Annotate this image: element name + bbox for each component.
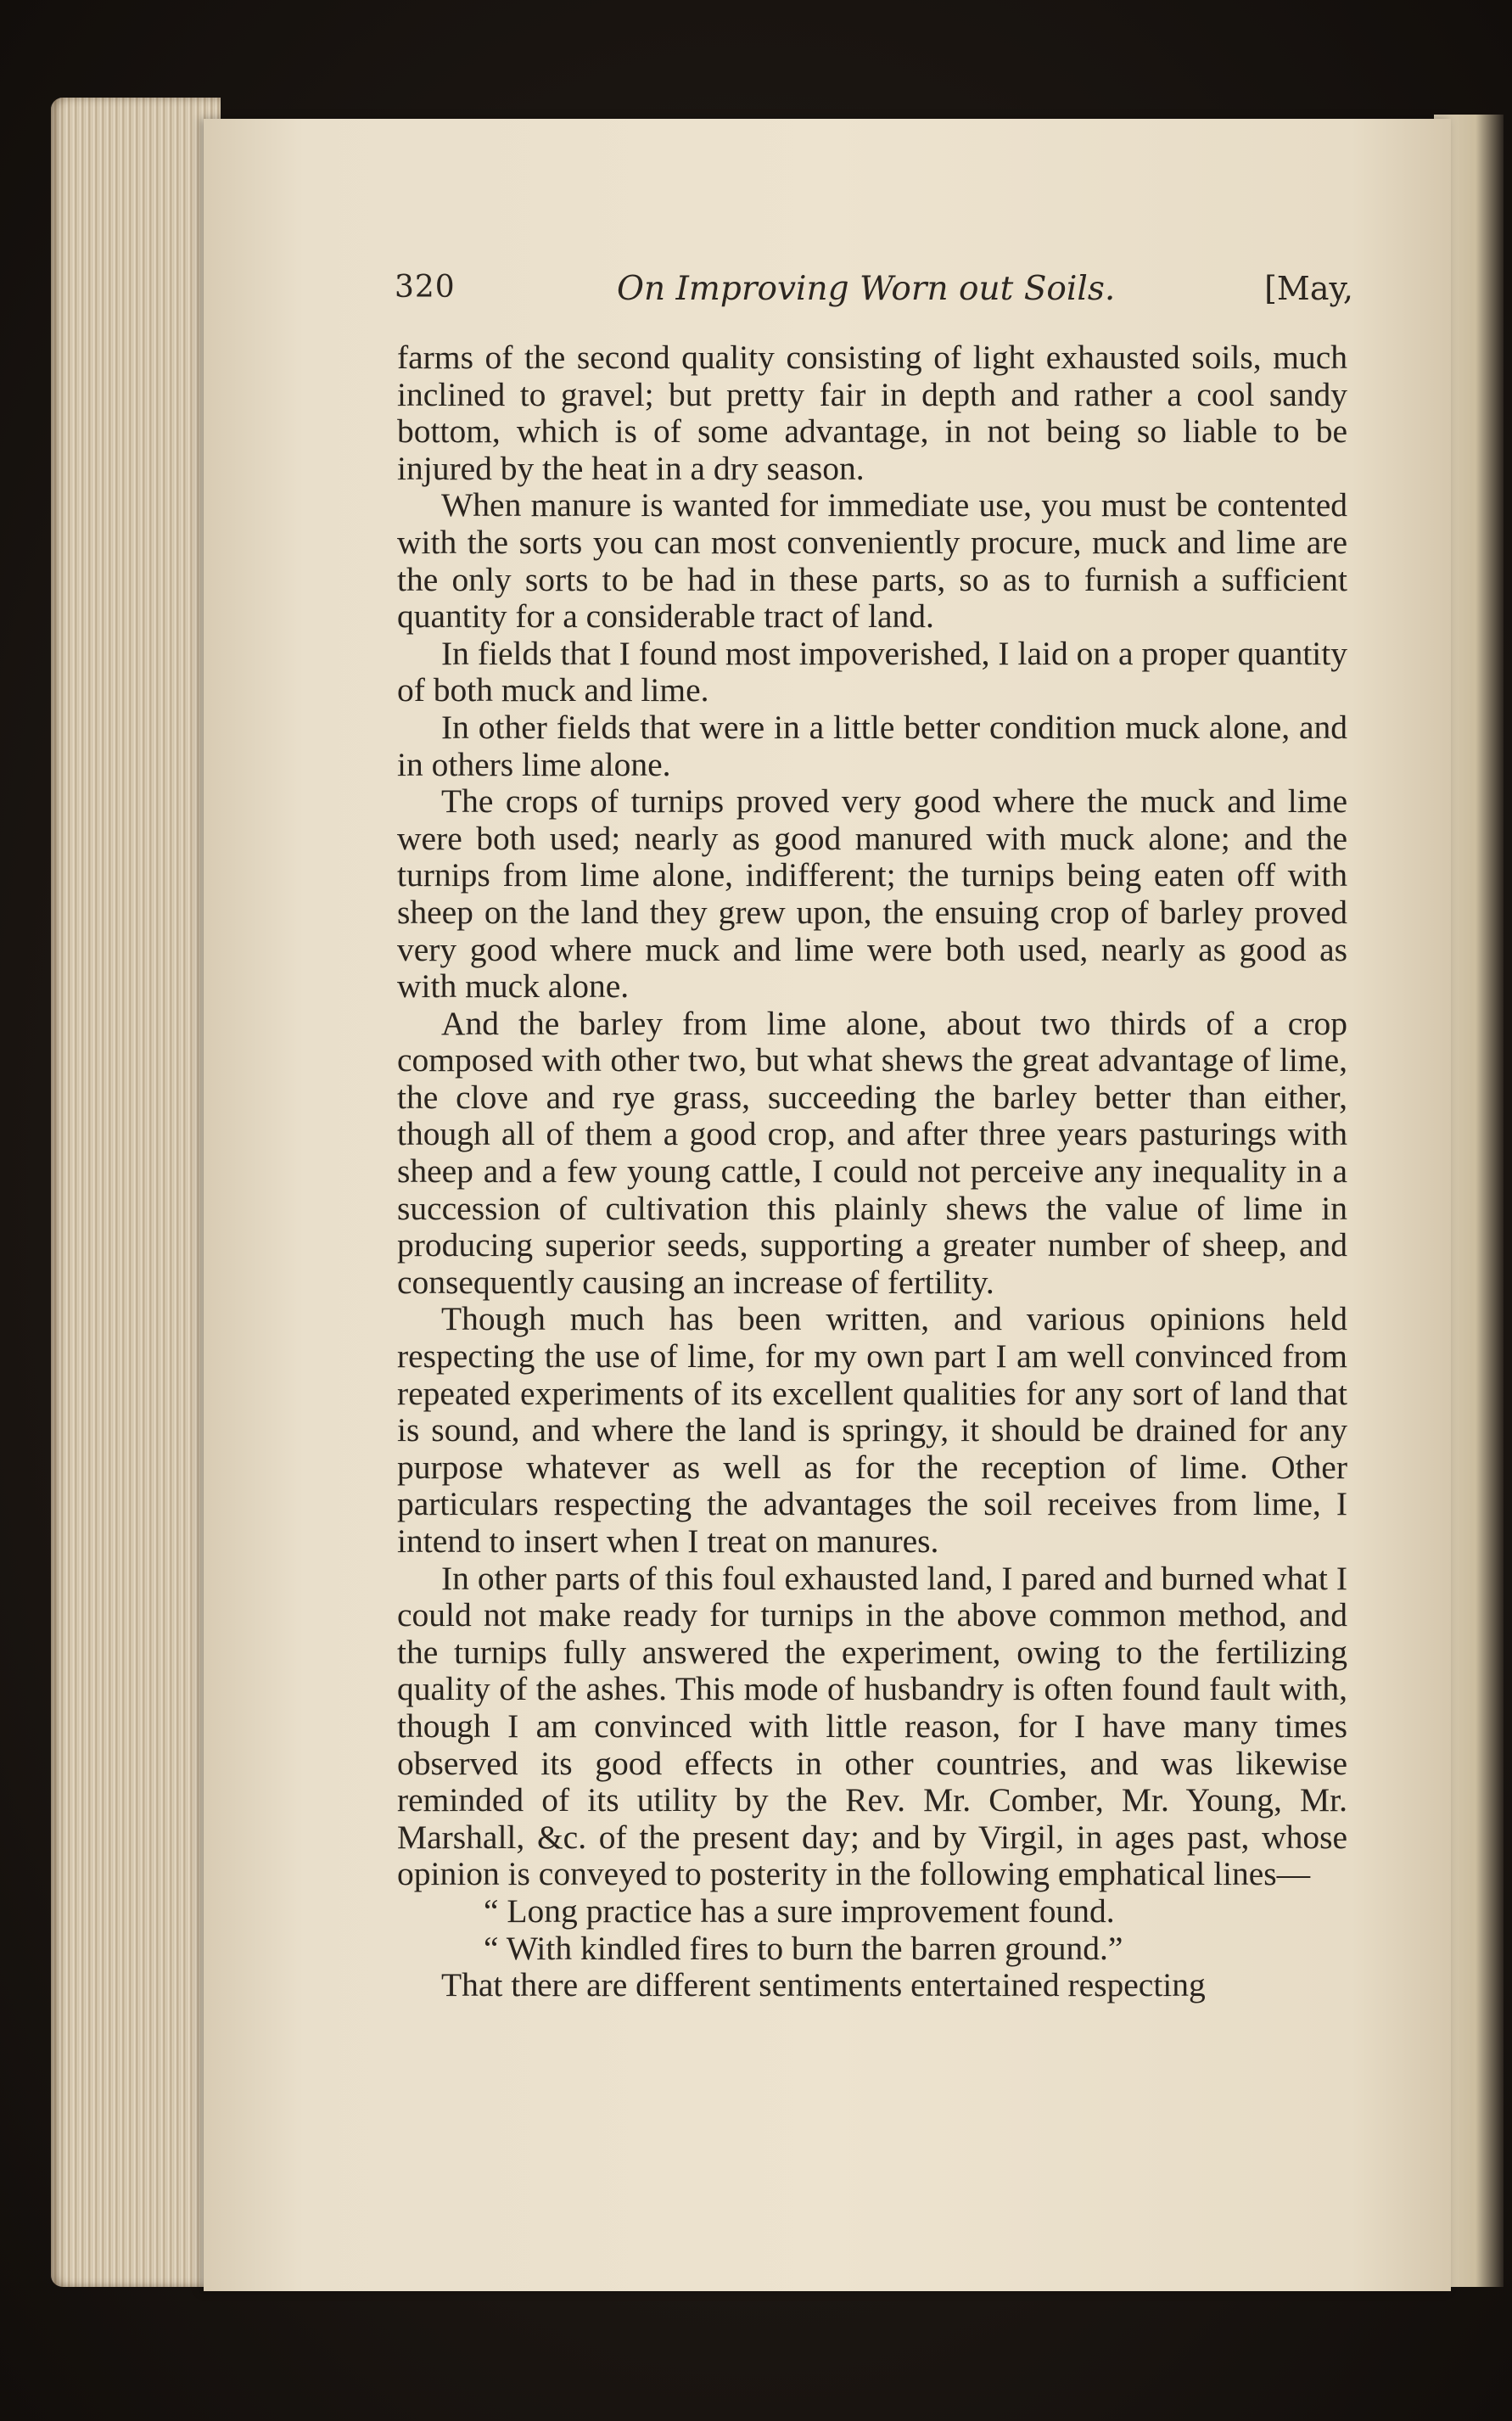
paragraph: And the barley from lime alone, about two thirds of a crop composed with other two, but what shews the great advantage of lime, the clove and rye grass, succeeding the barley better than either, though all of them a good crop, and after three years pasturings with sheep and a few young cattle, I could not perceive any inequality in a succession of cultivation this plainly shews the value of lime in producing superior seeds, supporting a greater number of sheep, and consequently causing an increase of fertility. — [397, 1004, 1347, 1301]
paragraph: The crops of turnips proved very good where the muck and lime were both used; nearly as good manured with muck alone; and the turnips from lime alone, indifferent; the turnips being eaten off with sheep on the land they grew upon, the ensuing crop of barley proved very good where muck and lime were both used, nearly as good as with muck alone. — [397, 782, 1347, 1006]
running-title: On Improving Worn out Soils. — [617, 270, 1116, 308]
paragraph: Though much has been written, and various opinions held respecting the use of lime, for my own part I am well convinced from repeated experiments of its excellent qualities for any sort of land that is sound, and where the land is springy, it should be drained for any purpose whatever as well as for the reception of lime. Other particulars respecting the advantages the soil receives from lime, I intend to insert when I treat on manures. — [397, 1300, 1347, 1560]
running-date: [May, — [1264, 270, 1353, 307]
paragraph: When manure is wanted for immediate use, you must be contented with the sorts you can most conveniently procure, muck and lime are the only sorts to be had in these parts, so as to furnish a sufficient quantity for a considerable tract of land. — [397, 486, 1347, 636]
page-number: 320 — [395, 270, 456, 305]
body-text — [397, 339, 1347, 2004]
page-edges — [51, 98, 221, 2287]
paragraph: In other parts of this foul exhausted land, I pared and burned what I could not make ready for turnips in the above common method, and the turnips fully answered the experiment, owing to the fertilizing quality of the ashes. This mode of husbandry is often found fault with, though I am convinced with little reason, for I have many times observed its good effects in other countries, and was likewise reminded of its utility by the Rev. Mr. Comber, Mr. Young, Mr. Marshall, &c. of the present day; and by Virgil, in ages past, whose opinion is conveyed to posterity in the following emphatical lines— — [397, 1559, 1347, 1893]
quote-line: “ Long practice has a sure improvement found. — [484, 1891, 1115, 1930]
paragraph-continuation: That there are different sentiments entertained respecting — [441, 1966, 1206, 2004]
quote-line: “ With kindled fires to burn the barren ground.” — [484, 1929, 1123, 1967]
page-header — [395, 270, 1353, 321]
paragraph: farms of the second quality consisting of light exhausted soils, much inclined to gravel; but pretty fair in depth and rather a cool sandy bottom, which is of some advantage, in not being so liable to be injured by the heat in a dry season. — [397, 339, 1347, 487]
paragraph: In other fields that were in a little better condition muck alone, and in others lime alone. — [397, 708, 1347, 783]
paragraph: In fields that I found most impoverished, I laid on a proper quantity of both muck and lime. — [397, 634, 1347, 709]
